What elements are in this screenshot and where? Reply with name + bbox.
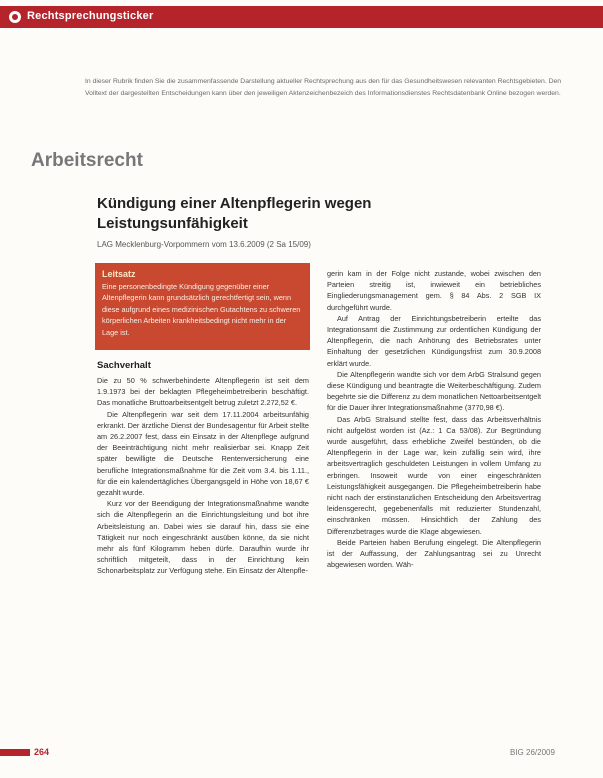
paragraph: Beide Parteien haben Berufung eingelegt. Die Altenpflegerin ist der Auffassung, der Zahlungsantrag sei zu Unrecht abgewiesen worden. Wäh- [327, 537, 541, 570]
intro-text: In dieser Rubrik finden Sie die zusammenfassende Darstellung aktueller Rechtsprechung aus den für das Gesundheitswesen relevanten Rechtsgebieten. Den Volltext der dargestellten Entscheidungen kann über den jeweiligen Aktenzeichenbezeich des Informationsdienstes Rechtsdatenbank Online bezogen werden. [85, 78, 562, 97]
header-fade [343, 6, 603, 28]
paragraph: Das ArbG Stralsund stellte fest, dass das Arbeitsverhältnis nicht aufgelöst worden ist (Az.: 1 Ca 53/08). Zur Begründung wurde ausgeführt, dass erhebliche Zweifel bestünden, ob die Altenpflegerin in der Lage war, kein zufällig sein wird, ihre arbeitsvertraglich geschuldeten Leistungen in vollem Umfang zu erbringen. Insoweit wurde von einer eingeschränkten Leistungsfähigkeit ausgegangen. Die Pflegeheimbetreiberin habe nicht nach der erstinstanzlichen Entscheidung den Arbeitsvertrag leidensgerecht, gegebenenfalls mit reduzierter Stundenzahl, einschränken müssen. Hinsichtlich der Zahlung des Differenzbetrages wurde die Klage abgewiesen. [327, 414, 541, 536]
bullet-icon [9, 11, 21, 23]
section-title: Arbeitsrecht [31, 150, 143, 171]
sachverhalt-heading: Sachverhalt [97, 360, 151, 371]
paragraph: Die Altenpflegerin war seit dem 17.11.2004 arbeitsunfähig erkrankt. Der ärztliche Dienst der Bundesagentur für Arbeit stellte am 26.2.2007 fest, dass ein Einsatz in der Altenpflege aufgrund der Beeinträchtigung nicht mehr realisierbar sei. Knapp Zeit später bewilligte die Deutsche Rentenversicherung eine berufliche Integrationsmaßnahme für die Zeit vom 3.4. bis 1.11., für die ein kalendertägliches Übergangsgeld in Höhe von 18,67 € gezahlt wurde. [97, 409, 309, 498]
leitsatz-box [95, 263, 310, 350]
paragraph: gerin kam in der Folge nicht zustande, wobei zwischen den Parteien streitig ist, inwieweit ein betriebliches Eingliederungsmanagement gem. § 84 Abs. 2 SGB IX durchgeführt wurde. [327, 269, 541, 312]
paragraph: Kurz vor der Beendigung der Integrationsmaßnahme wandte sich die Altenpflegerin an die Einrichtungsleitung und bot ihre Arbeitsleistung an. Dabei wies sie darauf hin, dass sie eine Tätigkeit nur noch eingeschränkt ausüben könne, da sie nicht mehr als fünf Kilogramm heben dürfe. Daraufhin wurde ihr schriftlich mitgeteilt, dass in der Einrichtung kein Schonarbeitsplatz zur Verfügung stehe. Ein Einsatz der Altenpfle- [97, 499, 309, 576]
paragraph: Die zu 50 % schwerbehinderte Altenpflegerin ist seit dem 1.9.1973 bei der beklagten Pflegeheimbetreiberin beschäftigt. Das monatliche Bruttoarbeitsentgelt betrug zuletzt 2.272,52 €. [97, 376, 309, 408]
right-column [327, 268, 541, 570]
leitsatz-text: Eine personenbedingte Kündigung gegenüber einer Altenpflegerin kann grundsätzlich gerechtfertigt sein, wenn diese aufgrund eines medizinischen Gutachtens zu schweren körperlichen Arbeiten krankheitsbedingt nicht mehr in der Lage ist. [102, 282, 301, 337]
leitsatz-heading: Leitsatz [102, 269, 136, 279]
paragraph: Auf Antrag der Einrichtungsbetreiberin erteilte das Integrationsamt die Zustimmung zur ordentlichen Kündigung der Altenpflegerin, die nach Anhörung des Betriebsrates unter Einhaltung der gesetzlichen Kündigungsfrist zum 30.9.2008 erklärt wurde. [327, 313, 541, 368]
footer-mark [0, 749, 30, 756]
article-title: Kündigung einer Altenpflegerin wegen Leistungsunfähigkeit [97, 195, 372, 232]
left-column [97, 375, 309, 577]
header-title: Rechtsprechungsticker [27, 10, 154, 22]
paragraph: Die Altenpflegerin wandte sich vor dem ArbG Stralsund gegen diese Kündigung und beantragte die Weiterbeschäftigung. Zudem begehrte sie die Differenz zu dem monatlichen Nettoarbeitsentgelt für die Dauer ihrer Integrationsmaßnahme (3770,98 €). [327, 369, 541, 413]
header-bar [0, 6, 603, 28]
footer-reference: BIG 26/2009 [510, 748, 555, 757]
article-citation: LAG Mecklenburg-Vorpommern vom 13.6.2009 (2 Sa 15/09) [97, 240, 311, 249]
page-number: 264 [34, 747, 50, 757]
